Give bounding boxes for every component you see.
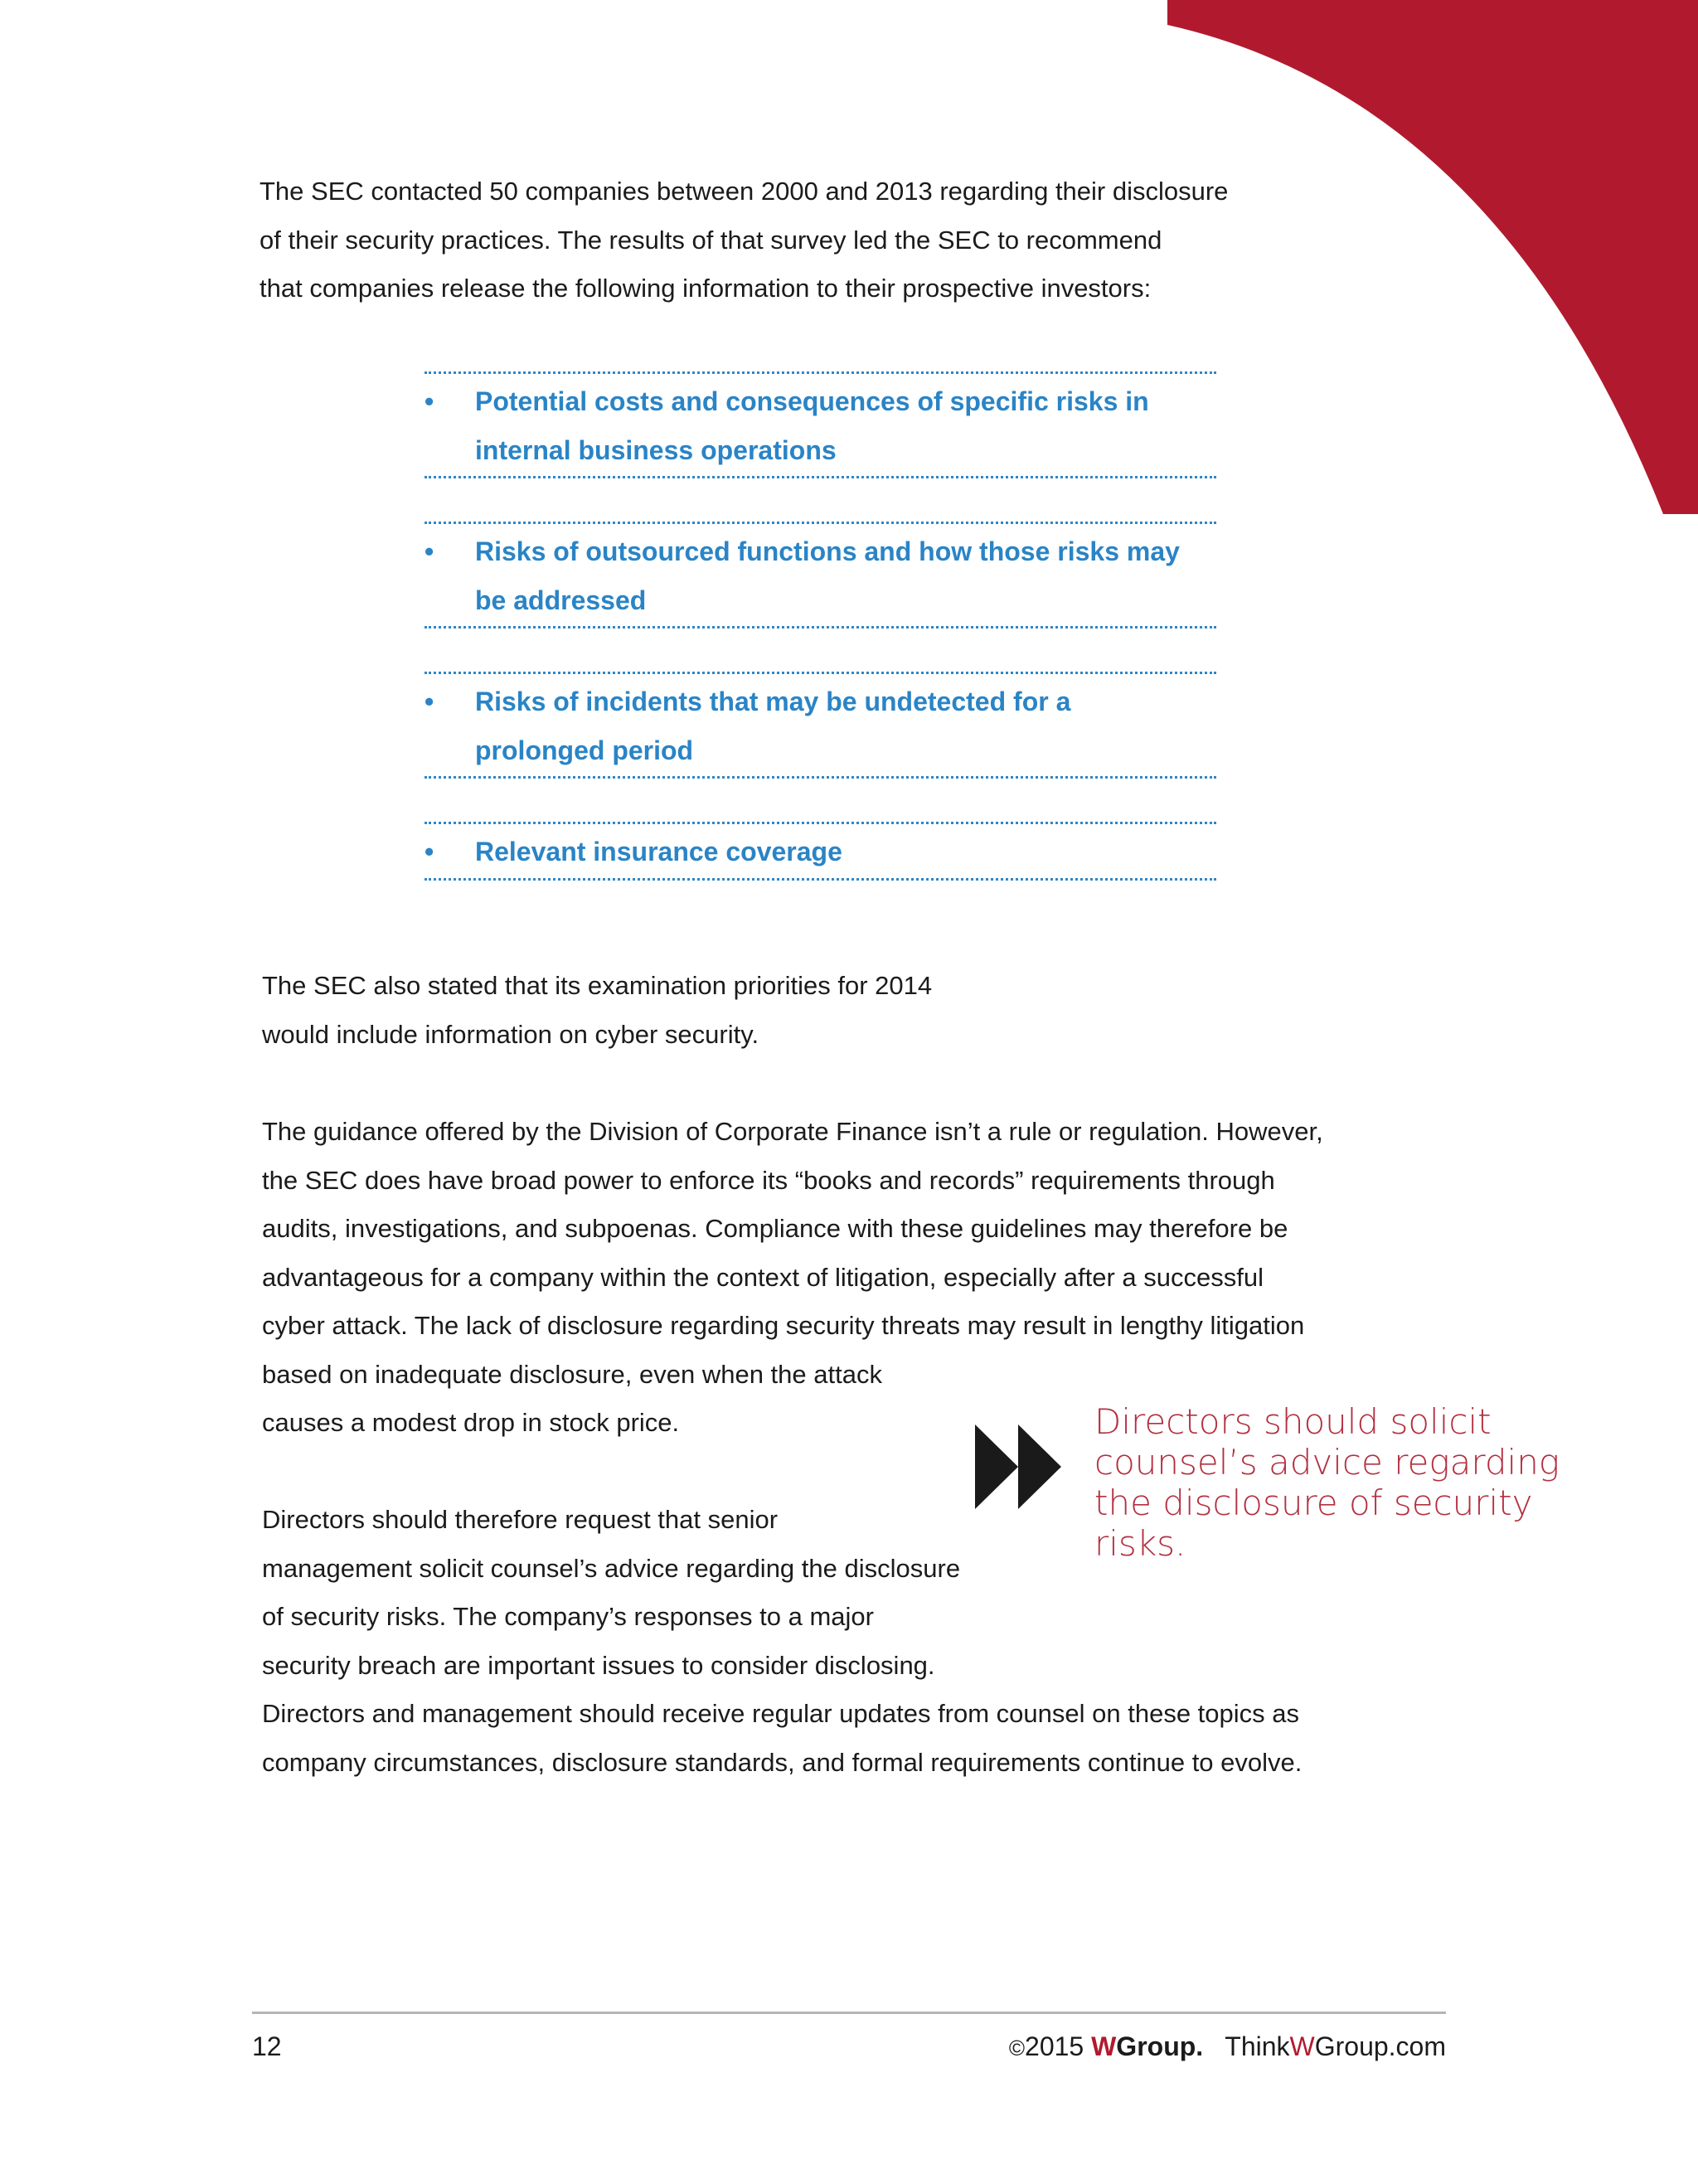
pull-quote-line: risks. <box>1094 1523 1186 1564</box>
bullet-text-line: prolonged period <box>475 735 694 765</box>
page-number: 12 <box>252 2031 282 2061</box>
footer-divider <box>252 2012 1446 2014</box>
list-item <box>424 522 1216 629</box>
copyright-year: 2015 <box>1025 2031 1084 2061</box>
text-line: The SEC also stated that its examination priorities for 2014 <box>262 971 933 1000</box>
pull-quote-line: Directors should solicit <box>1094 1401 1492 1442</box>
site-w: W <box>1289 2031 1315 2061</box>
text-line: Directors and management should receive regular updates from counsel on these topics as <box>262 1699 1300 1728</box>
text-line: The SEC contacted 50 companies between 2000 and 2013 regarding their disclosure <box>260 177 1229 206</box>
text-line: of their security practices. The results of that survey led the SEC to recommend <box>260 225 1162 255</box>
list-item <box>424 371 1216 478</box>
pull-quote-line: counsel’s advice regarding <box>1094 1442 1560 1483</box>
decorative-red-arc <box>1167 0 1698 514</box>
bullet-marker: • <box>424 536 434 566</box>
brand-name: Group. <box>1116 2031 1204 2061</box>
text-line: of security risks. The company’s responses to a major <box>262 1602 874 1631</box>
pull-quote <box>1094 1401 1560 1564</box>
text-line: the SEC does have broad power to enforce its “books and records” requirements through <box>262 1165 1275 1195</box>
bullet-text-line: Potential costs and consequences of specific risks in <box>475 386 1149 416</box>
text-line: that companies release the following information to their prospective investors: <box>260 274 1152 303</box>
text-line: audits, investigations, and subpoenas. Compliance with these guidelines may therefore be <box>262 1214 1288 1243</box>
footer-credits <box>1009 2031 1446 2062</box>
text-line: security breach are important issues to consider disclosing. <box>262 1650 935 1680</box>
bullet-text-line: Risks of outsourced functions and how those risks may <box>475 536 1180 566</box>
site-suffix: Group.com <box>1314 2031 1446 2061</box>
text-line: advantageous for a company within the context of litigation, especially after a successful <box>262 1262 1264 1292</box>
bullet-marker: • <box>424 837 434 866</box>
bullet-marker: • <box>424 386 434 416</box>
website-link[interactable] <box>1225 2031 1446 2061</box>
guidance-paragraph <box>262 1108 1323 1448</box>
examination-paragraph <box>262 962 932 1059</box>
site-prefix: Think <box>1225 2031 1290 2061</box>
text-line: cyber attack. The lack of disclosure regarding security threats may result in lengthy litigation <box>262 1311 1305 1340</box>
bullet-text-line: Risks of incidents that may be undetected for a <box>475 687 1071 716</box>
pull-quote-line: the disclosure of security <box>1094 1483 1533 1523</box>
bullet-marker: • <box>424 687 434 716</box>
recommendation-list <box>424 371 1216 924</box>
bullet-text-line: be addressed <box>475 585 647 615</box>
text-line: management solicit counsel’s advice regarding the disclosure <box>262 1553 961 1583</box>
double-play-arrow-icon <box>975 1424 1065 1509</box>
copyright-symbol: © <box>1008 2036 1026 2060</box>
bullet-text-line: internal business operations <box>475 434 837 465</box>
text-line: company circumstances, disclosure standards, and formal requirements continue to evolve. <box>262 1747 1303 1777</box>
intro-paragraph <box>260 167 1228 313</box>
bullet-text-line: Relevant insurance coverage <box>475 837 842 866</box>
text-line: The guidance offered by the Division of Corporate Finance isn’t a rule or regulation. However, <box>262 1117 1323 1146</box>
text-line: causes a modest drop in stock price. <box>262 1408 680 1437</box>
text-line: based on inadequate disclosure, even when the attack <box>262 1359 882 1389</box>
text-line: would include information on cyber security. <box>262 1019 759 1049</box>
list-item <box>424 822 1216 881</box>
brand-w: W <box>1091 2031 1117 2061</box>
list-item <box>424 672 1216 779</box>
text-line: Directors should therefore request that senior <box>262 1505 779 1534</box>
